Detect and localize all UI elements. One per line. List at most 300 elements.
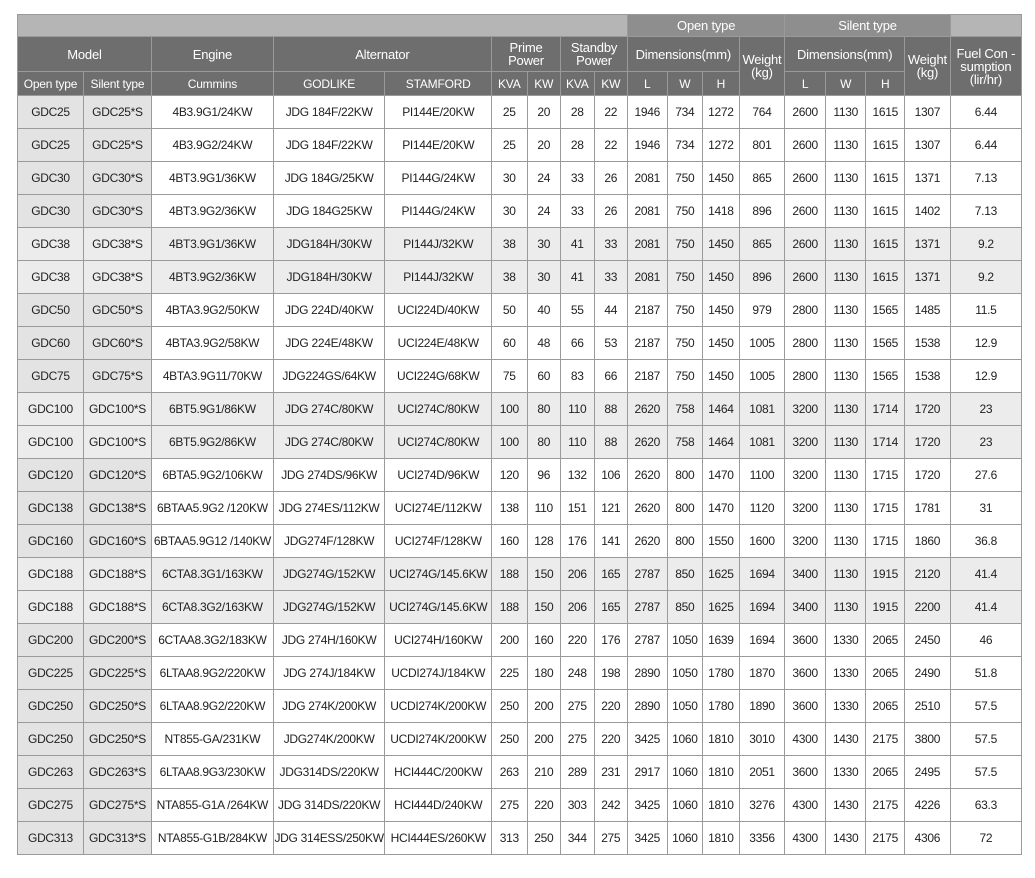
cell-silent-model: GDC25*S — [83, 96, 151, 129]
cell-fuel-consumption: 36.8 — [950, 525, 1021, 558]
subheader-open-type: Open type — [18, 72, 84, 96]
cell-silent-weight: 2490 — [905, 657, 951, 690]
cell-engine: 4BT3.9G1/36KW — [151, 228, 273, 261]
cell-open-weight: 1005 — [739, 360, 785, 393]
cell-silent-height: 1915 — [866, 558, 905, 591]
cell-standby-kw: 141 — [594, 525, 628, 558]
cell-silent-weight: 2200 — [905, 591, 951, 624]
cell-godlike-alternator: JDG 184G25KW — [273, 195, 385, 228]
cell-silent-width: 1130 — [825, 195, 866, 228]
header-blank-right — [950, 15, 1021, 37]
header-open-weight: Weight (kg) — [739, 37, 785, 96]
cell-standby-kva: 275 — [561, 690, 594, 723]
subheader-open-h: H — [703, 72, 740, 96]
cell-silent-length: 3600 — [785, 657, 826, 690]
header-silent-dimensions: Dimensions(mm) — [785, 37, 905, 72]
cell-open-length: 2081 — [628, 195, 668, 228]
cell-open-width: 800 — [667, 492, 703, 525]
cell-prime-kw: 48 — [527, 327, 560, 360]
cell-stamford-alternator: PI144G/24KW — [385, 195, 492, 228]
cell-open-length: 2917 — [628, 756, 668, 789]
cell-open-height: 1450 — [703, 228, 740, 261]
cell-silent-height: 1565 — [866, 294, 905, 327]
header-standby-power: Standby Power — [561, 37, 628, 72]
cell-silent-width: 1330 — [825, 624, 866, 657]
cell-silent-height: 2065 — [866, 756, 905, 789]
cell-silent-height: 2065 — [866, 624, 905, 657]
cell-prime-kw: 160 — [527, 624, 560, 657]
cell-open-length: 3425 — [628, 822, 668, 855]
cell-silent-width: 1330 — [825, 657, 866, 690]
cell-open-height: 1780 — [703, 657, 740, 690]
cell-open-length: 2620 — [628, 393, 668, 426]
header-prime-power: Prime Power — [492, 37, 561, 72]
subheader-prime-kva: KVA — [492, 72, 528, 96]
cell-silent-width: 1430 — [825, 789, 866, 822]
cell-silent-model: GDC120*S — [83, 459, 151, 492]
cell-silent-width: 1130 — [825, 96, 866, 129]
cell-engine: NT855-GA/231KW — [151, 723, 273, 756]
cell-prime-kva: 138 — [492, 492, 528, 525]
cell-silent-weight: 1538 — [905, 360, 951, 393]
cell-silent-weight: 1402 — [905, 195, 951, 228]
cell-godlike-alternator: JDG 274J/184KW — [273, 657, 385, 690]
cell-open-height: 1639 — [703, 624, 740, 657]
cell-silent-length: 4300 — [785, 822, 826, 855]
cell-silent-height: 1565 — [866, 360, 905, 393]
cell-silent-width: 1130 — [825, 492, 866, 525]
table-row — [18, 459, 1022, 492]
cell-open-length: 2187 — [628, 294, 668, 327]
cell-prime-kw: 30 — [527, 261, 560, 294]
cell-fuel-consumption: 57.5 — [950, 690, 1021, 723]
cell-open-weight: 1694 — [739, 591, 785, 624]
cell-open-height: 1810 — [703, 723, 740, 756]
table-row — [18, 690, 1022, 723]
cell-silent-length: 3200 — [785, 525, 826, 558]
cell-prime-kva: 25 — [492, 96, 528, 129]
cell-standby-kw: 44 — [594, 294, 628, 327]
cell-prime-kva: 30 — [492, 195, 528, 228]
cell-stamford-alternator: UCI274F/128KW — [385, 525, 492, 558]
cell-prime-kw: 20 — [527, 96, 560, 129]
cell-standby-kva: 206 — [561, 591, 594, 624]
subheader-godlike: GODLIKE — [273, 72, 385, 96]
cell-open-weight: 1100 — [739, 459, 785, 492]
cell-standby-kw: 121 — [594, 492, 628, 525]
cell-open-width: 1050 — [667, 690, 703, 723]
cell-standby-kw: 242 — [594, 789, 628, 822]
cell-open-model: GDC75 — [18, 360, 84, 393]
cell-open-height: 1810 — [703, 822, 740, 855]
cell-fuel-consumption: 57.5 — [950, 756, 1021, 789]
cell-godlike-alternator: JDG 274K/200KW — [273, 690, 385, 723]
cell-godlike-alternator: JDG 224E/48KW — [273, 327, 385, 360]
cell-open-width: 750 — [667, 261, 703, 294]
cell-godlike-alternator: JDG 314ESS/250KW — [273, 822, 385, 855]
cell-prime-kw: 30 — [527, 228, 560, 261]
cell-engine: 4BT3.9G2/36KW — [151, 261, 273, 294]
cell-prime-kw: 180 — [527, 657, 560, 690]
cell-standby-kw: 165 — [594, 591, 628, 624]
cell-stamford-alternator: UCI274G/145.6KW — [385, 591, 492, 624]
cell-open-model: GDC38 — [18, 228, 84, 261]
cell-open-weight: 896 — [739, 195, 785, 228]
cell-open-weight: 865 — [739, 228, 785, 261]
cell-fuel-consumption: 9.2 — [950, 228, 1021, 261]
cell-prime-kw: 200 — [527, 723, 560, 756]
cell-silent-width: 1330 — [825, 756, 866, 789]
cell-open-weight: 1694 — [739, 624, 785, 657]
cell-engine: 6BTAA5.9G2 /120KW — [151, 492, 273, 525]
cell-open-width: 734 — [667, 129, 703, 162]
cell-silent-model: GDC188*S — [83, 558, 151, 591]
cell-silent-model: GDC50*S — [83, 294, 151, 327]
cell-open-length: 2787 — [628, 591, 668, 624]
header-silent-type: Silent type — [785, 15, 950, 37]
cell-open-model: GDC200 — [18, 624, 84, 657]
cell-silent-model: GDC30*S — [83, 195, 151, 228]
cell-fuel-consumption: 41.4 — [950, 558, 1021, 591]
cell-godlike-alternator: JDG 184F/22KW — [273, 96, 385, 129]
cell-godlike-alternator: JDG314DS/220KW — [273, 756, 385, 789]
cell-silent-model: GDC225*S — [83, 657, 151, 690]
cell-engine: NTA855-G1B/284KW — [151, 822, 273, 855]
subheader-silent-h: H — [866, 72, 905, 96]
cell-silent-height: 2175 — [866, 822, 905, 855]
cell-open-height: 1464 — [703, 426, 740, 459]
cell-stamford-alternator: HCI444C/200KW — [385, 756, 492, 789]
cell-open-model: GDC30 — [18, 195, 84, 228]
cell-fuel-consumption: 27.6 — [950, 459, 1021, 492]
cell-open-height: 1450 — [703, 162, 740, 195]
cell-open-height: 1464 — [703, 393, 740, 426]
cell-stamford-alternator: PI144E/20KW — [385, 96, 492, 129]
cell-open-width: 800 — [667, 525, 703, 558]
cell-silent-height: 1615 — [866, 129, 905, 162]
cell-standby-kva: 151 — [561, 492, 594, 525]
cell-silent-width: 1130 — [825, 360, 866, 393]
cell-open-length: 2081 — [628, 162, 668, 195]
cell-fuel-consumption: 12.9 — [950, 360, 1021, 393]
cell-prime-kva: 60 — [492, 327, 528, 360]
subheader-silent-w: W — [825, 72, 866, 96]
cell-open-model: GDC25 — [18, 96, 84, 129]
table-row — [18, 129, 1022, 162]
table-row — [18, 195, 1022, 228]
cell-open-length: 2787 — [628, 624, 668, 657]
table-row — [18, 96, 1022, 129]
cell-silent-width: 1130 — [825, 459, 866, 492]
subheader-prime-kw: KW — [527, 72, 560, 96]
cell-open-model: GDC160 — [18, 525, 84, 558]
cell-prime-kw: 250 — [527, 822, 560, 855]
cell-open-width: 750 — [667, 228, 703, 261]
cell-open-height: 1625 — [703, 558, 740, 591]
cell-open-length: 2620 — [628, 525, 668, 558]
cell-standby-kva: 66 — [561, 327, 594, 360]
cell-silent-height: 1615 — [866, 195, 905, 228]
cell-open-width: 750 — [667, 360, 703, 393]
cell-open-length: 3425 — [628, 789, 668, 822]
cell-open-weight: 1005 — [739, 327, 785, 360]
cell-stamford-alternator: UCI224G/68KW — [385, 360, 492, 393]
cell-silent-width: 1130 — [825, 294, 866, 327]
cell-silent-height: 1615 — [866, 96, 905, 129]
subheader-open-l: L — [628, 72, 668, 96]
cell-silent-weight: 1860 — [905, 525, 951, 558]
cell-engine: 4B3.9G1/24KW — [151, 96, 273, 129]
cell-engine: 4BTA3.9G2/58KW — [151, 327, 273, 360]
cell-silent-model: GDC138*S — [83, 492, 151, 525]
cell-open-height: 1780 — [703, 690, 740, 723]
cell-engine: 4BT3.9G1/36KW — [151, 162, 273, 195]
cell-open-height: 1470 — [703, 492, 740, 525]
cell-godlike-alternator: JDG 274ES/112KW — [273, 492, 385, 525]
cell-standby-kw: 53 — [594, 327, 628, 360]
cell-open-weight: 896 — [739, 261, 785, 294]
cell-fuel-consumption: 51.8 — [950, 657, 1021, 690]
cell-silent-height: 1715 — [866, 459, 905, 492]
cell-stamford-alternator: UCI274D/96KW — [385, 459, 492, 492]
cell-standby-kw: 106 — [594, 459, 628, 492]
cell-godlike-alternator: JDG 274DS/96KW — [273, 459, 385, 492]
cell-prime-kw: 150 — [527, 591, 560, 624]
cell-standby-kva: 41 — [561, 228, 594, 261]
cell-open-length: 2620 — [628, 426, 668, 459]
table-row — [18, 294, 1022, 327]
cell-open-width: 1060 — [667, 789, 703, 822]
cell-silent-model: GDC100*S — [83, 426, 151, 459]
cell-standby-kw: 88 — [594, 393, 628, 426]
header-silent-weight: Weight (kg) — [905, 37, 951, 96]
table-row — [18, 327, 1022, 360]
cell-silent-length: 3400 — [785, 558, 826, 591]
cell-open-model: GDC313 — [18, 822, 84, 855]
cell-prime-kva: 50 — [492, 294, 528, 327]
cell-silent-weight: 1307 — [905, 96, 951, 129]
table-row — [18, 162, 1022, 195]
table-row — [18, 558, 1022, 591]
cell-silent-width: 1130 — [825, 261, 866, 294]
cell-silent-model: GDC200*S — [83, 624, 151, 657]
table-row — [18, 657, 1022, 690]
cell-godlike-alternator: JDG274G/152KW — [273, 591, 385, 624]
cell-standby-kva: 176 — [561, 525, 594, 558]
cell-open-model: GDC188 — [18, 558, 84, 591]
cell-open-length: 2187 — [628, 327, 668, 360]
cell-standby-kva: 33 — [561, 162, 594, 195]
cell-open-height: 1418 — [703, 195, 740, 228]
cell-standby-kw: 275 — [594, 822, 628, 855]
cell-silent-length: 2600 — [785, 96, 826, 129]
cell-open-width: 758 — [667, 393, 703, 426]
cell-open-model: GDC263 — [18, 756, 84, 789]
cell-silent-model: GDC38*S — [83, 261, 151, 294]
cell-fuel-consumption: 12.9 — [950, 327, 1021, 360]
cell-prime-kva: 38 — [492, 228, 528, 261]
cell-stamford-alternator: UCDI274K/200KW — [385, 723, 492, 756]
table-row — [18, 261, 1022, 294]
cell-open-model: GDC50 — [18, 294, 84, 327]
cell-silent-weight: 1720 — [905, 426, 951, 459]
cell-silent-length: 3600 — [785, 756, 826, 789]
cell-silent-length: 2600 — [785, 195, 826, 228]
header-open-dimensions: Dimensions(mm) — [628, 37, 740, 72]
cell-silent-weight: 2120 — [905, 558, 951, 591]
cell-silent-height: 1714 — [866, 393, 905, 426]
cell-silent-height: 1615 — [866, 261, 905, 294]
cell-engine: 6BTA5.9G2/106KW — [151, 459, 273, 492]
cell-stamford-alternator: PI144E/20KW — [385, 129, 492, 162]
cell-silent-length: 2800 — [785, 360, 826, 393]
cell-godlike-alternator: JDG 184G/25KW — [273, 162, 385, 195]
cell-open-height: 1450 — [703, 294, 740, 327]
cell-silent-model: GDC100*S — [83, 393, 151, 426]
cell-engine: 6BT5.9G2/86KW — [151, 426, 273, 459]
cell-silent-height: 1615 — [866, 162, 905, 195]
cell-open-height: 1450 — [703, 261, 740, 294]
cell-standby-kw: 220 — [594, 723, 628, 756]
subheader-standby-kw: KW — [594, 72, 628, 96]
cell-prime-kva: 263 — [492, 756, 528, 789]
cell-engine: 6LTAA8.9G2/220KW — [151, 657, 273, 690]
cell-fuel-consumption: 7.13 — [950, 195, 1021, 228]
table-row — [18, 393, 1022, 426]
cell-open-weight: 1870 — [739, 657, 785, 690]
table-row — [18, 492, 1022, 525]
cell-standby-kw: 231 — [594, 756, 628, 789]
cell-godlike-alternator: JDG 274H/160KW — [273, 624, 385, 657]
table-row — [18, 525, 1022, 558]
cell-open-height: 1625 — [703, 591, 740, 624]
cell-standby-kw: 26 — [594, 195, 628, 228]
cell-silent-model: GDC30*S — [83, 162, 151, 195]
cell-open-weight: 1120 — [739, 492, 785, 525]
cell-stamford-alternator: UCI224E/48KW — [385, 327, 492, 360]
cell-standby-kva: 344 — [561, 822, 594, 855]
cell-silent-height: 1715 — [866, 492, 905, 525]
cell-prime-kw: 220 — [527, 789, 560, 822]
cell-open-length: 2620 — [628, 459, 668, 492]
cell-godlike-alternator: JDG 274C/80KW — [273, 393, 385, 426]
table-body — [18, 96, 1022, 855]
cell-open-length: 2081 — [628, 228, 668, 261]
cell-prime-kva: 188 — [492, 591, 528, 624]
cell-prime-kva: 225 — [492, 657, 528, 690]
cell-prime-kw: 128 — [527, 525, 560, 558]
cell-open-weight: 1890 — [739, 690, 785, 723]
cell-prime-kva: 30 — [492, 162, 528, 195]
cell-silent-model: GDC263*S — [83, 756, 151, 789]
cell-prime-kva: 38 — [492, 261, 528, 294]
table-row — [18, 822, 1022, 855]
cell-godlike-alternator: JDG274F/128KW — [273, 525, 385, 558]
table-row — [18, 624, 1022, 657]
cell-silent-model: GDC275*S — [83, 789, 151, 822]
cell-fuel-consumption: 31 — [950, 492, 1021, 525]
cell-standby-kva: 132 — [561, 459, 594, 492]
cell-open-width: 1060 — [667, 756, 703, 789]
cell-open-length: 2620 — [628, 492, 668, 525]
cell-prime-kva: 275 — [492, 789, 528, 822]
cell-silent-weight: 1538 — [905, 327, 951, 360]
cell-silent-model: GDC313*S — [83, 822, 151, 855]
cell-open-model: GDC30 — [18, 162, 84, 195]
cell-open-model: GDC60 — [18, 327, 84, 360]
table-row — [18, 756, 1022, 789]
table-row — [18, 228, 1022, 261]
cell-fuel-consumption: 63.3 — [950, 789, 1021, 822]
table-row — [18, 426, 1022, 459]
cell-open-width: 1060 — [667, 822, 703, 855]
cell-silent-width: 1130 — [825, 129, 866, 162]
cell-godlike-alternator: JDG184H/30KW — [273, 261, 385, 294]
cell-open-weight: 801 — [739, 129, 785, 162]
cell-silent-model: GDC25*S — [83, 129, 151, 162]
cell-fuel-consumption: 57.5 — [950, 723, 1021, 756]
generator-spec-table-container — [17, 14, 1022, 855]
cell-engine: 6BT5.9G1/86KW — [151, 393, 273, 426]
cell-prime-kva: 120 — [492, 459, 528, 492]
cell-silent-weight: 4306 — [905, 822, 951, 855]
cell-silent-length: 2600 — [785, 129, 826, 162]
cell-godlike-alternator: JDG 184F/22KW — [273, 129, 385, 162]
cell-open-width: 850 — [667, 591, 703, 624]
cell-silent-weight: 1307 — [905, 129, 951, 162]
cell-standby-kw: 198 — [594, 657, 628, 690]
cell-standby-kw: 176 — [594, 624, 628, 657]
cell-godlike-alternator: JDG184H/30KW — [273, 228, 385, 261]
generator-spec-table — [17, 14, 1022, 855]
cell-silent-length: 4300 — [785, 789, 826, 822]
cell-silent-length: 3200 — [785, 426, 826, 459]
cell-standby-kva: 220 — [561, 624, 594, 657]
cell-silent-weight: 2450 — [905, 624, 951, 657]
cell-silent-length: 3600 — [785, 624, 826, 657]
cell-silent-model: GDC250*S — [83, 723, 151, 756]
cell-open-length: 1946 — [628, 129, 668, 162]
cell-standby-kva: 275 — [561, 723, 594, 756]
cell-open-width: 750 — [667, 294, 703, 327]
cell-engine: 6LTAA8.9G2/220KW — [151, 690, 273, 723]
cell-standby-kva: 110 — [561, 393, 594, 426]
cell-fuel-consumption: 46 — [950, 624, 1021, 657]
cell-fuel-consumption: 7.13 — [950, 162, 1021, 195]
cell-silent-length: 4300 — [785, 723, 826, 756]
header-open-type: Open type — [628, 15, 785, 37]
cell-standby-kw: 220 — [594, 690, 628, 723]
cell-silent-width: 1130 — [825, 393, 866, 426]
cell-prime-kw: 110 — [527, 492, 560, 525]
cell-prime-kw: 60 — [527, 360, 560, 393]
cell-open-model: GDC100 — [18, 393, 84, 426]
cell-silent-weight: 2510 — [905, 690, 951, 723]
cell-silent-height: 1565 — [866, 327, 905, 360]
cell-open-weight: 3356 — [739, 822, 785, 855]
cell-prime-kva: 25 — [492, 129, 528, 162]
cell-standby-kw: 66 — [594, 360, 628, 393]
cell-open-width: 1060 — [667, 723, 703, 756]
cell-fuel-consumption: 23 — [950, 393, 1021, 426]
cell-stamford-alternator: UCI274H/160KW — [385, 624, 492, 657]
cell-standby-kw: 26 — [594, 162, 628, 195]
cell-open-width: 758 — [667, 426, 703, 459]
cell-fuel-consumption: 6.44 — [950, 129, 1021, 162]
cell-silent-width: 1130 — [825, 426, 866, 459]
cell-silent-model: GDC250*S — [83, 690, 151, 723]
cell-standby-kva: 28 — [561, 129, 594, 162]
